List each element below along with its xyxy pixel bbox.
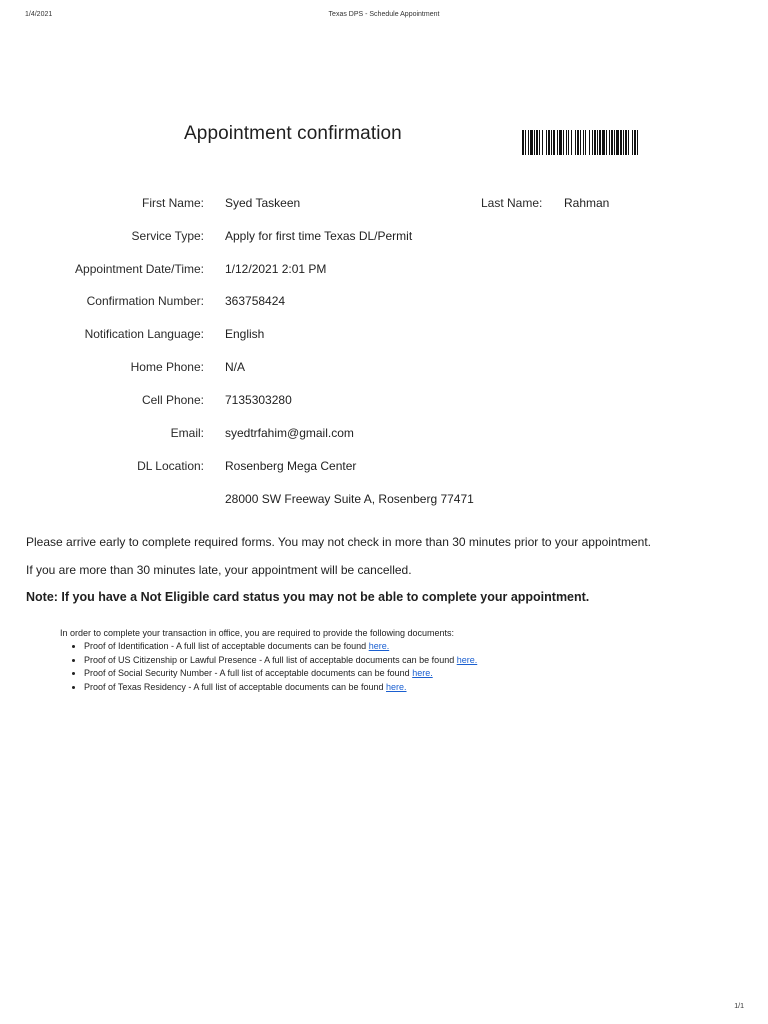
last-name-label: Last Name:	[481, 196, 543, 210]
barcode-icon	[522, 130, 676, 155]
email-row	[0, 426, 768, 444]
required-documents	[60, 628, 720, 694]
arrive-early-notice: Please arrive early to complete required forms. You may not check in more than 30 minutes prior to your appointment.	[26, 535, 651, 549]
required-documents-list	[60, 640, 720, 694]
cell-phone-row	[0, 393, 768, 411]
home-phone-row	[0, 360, 768, 378]
notification-language-value: English	[225, 327, 265, 341]
dl-location-label: DL Location:	[137, 459, 204, 473]
appointment-datetime-label: Appointment Date/Time:	[75, 262, 204, 276]
list-item	[84, 681, 720, 695]
home-phone-label: Home Phone:	[130, 360, 204, 374]
residency-link[interactable]: here.	[386, 681, 407, 692]
print-header	[0, 11, 768, 23]
appointment-datetime-row	[0, 262, 768, 280]
confirmation-number-label: Confirmation Number:	[86, 294, 204, 308]
list-item	[84, 654, 720, 668]
dl-location-value: Rosenberg Mega Center	[225, 459, 357, 473]
last-name-value: Rahman	[564, 196, 610, 210]
document-text: Proof of Texas Residency - A full list of acceptable documents can be found	[84, 681, 387, 692]
service-type-label: Service Type:	[131, 229, 204, 243]
required-documents-intro: In order to complete your transaction in office, you are required to provide the following documents:	[60, 628, 455, 638]
confirmation-number-value: 363758424	[225, 294, 286, 308]
identification-link[interactable]: here.	[368, 641, 390, 651]
email-value: syedtrfahim@gmail.com	[225, 426, 354, 440]
document-text: Proof of Identification - A full list of acceptable documents can be found	[84, 641, 369, 651]
social-security-link[interactable]: here.	[412, 668, 433, 678]
document-text: Proof of US Citizenship or Lawful Presence - A full list of acceptable documents can be found	[84, 654, 457, 665]
service-type-row	[0, 229, 768, 247]
list-item	[84, 667, 720, 681]
first-name-row	[0, 196, 768, 214]
notification-language-label: Notification Language:	[84, 327, 204, 341]
cell-phone-label: Cell Phone:	[141, 393, 204, 407]
not-eligible-notice: Note: If you have a Not Eligible card status you may not be able to complete your appointment.	[26, 590, 590, 604]
document-text: Proof of Social Security Number - A full list of acceptable documents can be found	[84, 668, 413, 678]
dl-address-row	[0, 492, 768, 510]
cell-phone-value: 7135303280	[225, 393, 292, 407]
home-phone-value: N/A	[225, 360, 246, 374]
print-document-title: Texas DPS - Schedule Appointment	[328, 11, 440, 18]
page-title: Appointment confirmation	[184, 123, 402, 144]
citizenship-link[interactable]: here.	[456, 654, 478, 665]
first-name-value: Syed Taskeen	[225, 196, 301, 210]
print-date: 1/4/2021	[25, 11, 53, 18]
page-number: 1/1	[734, 1003, 744, 1010]
notification-language-row	[0, 327, 768, 345]
dl-address-value: 28000 SW Freeway Suite A, Rosenberg 77471	[225, 492, 474, 506]
confirmation-number-row	[0, 294, 768, 312]
email-label: Email:	[170, 426, 204, 440]
service-type-value: Apply for first time Texas DL/Permit	[225, 229, 413, 243]
late-notice: If you are more than 30 minutes late, your appointment will be cancelled.	[26, 563, 412, 577]
first-name-label: First Name:	[141, 196, 204, 210]
dl-location-row	[0, 459, 768, 477]
list-item	[84, 640, 720, 654]
appointment-datetime-value: 1/12/2021 2:01 PM	[225, 262, 327, 276]
